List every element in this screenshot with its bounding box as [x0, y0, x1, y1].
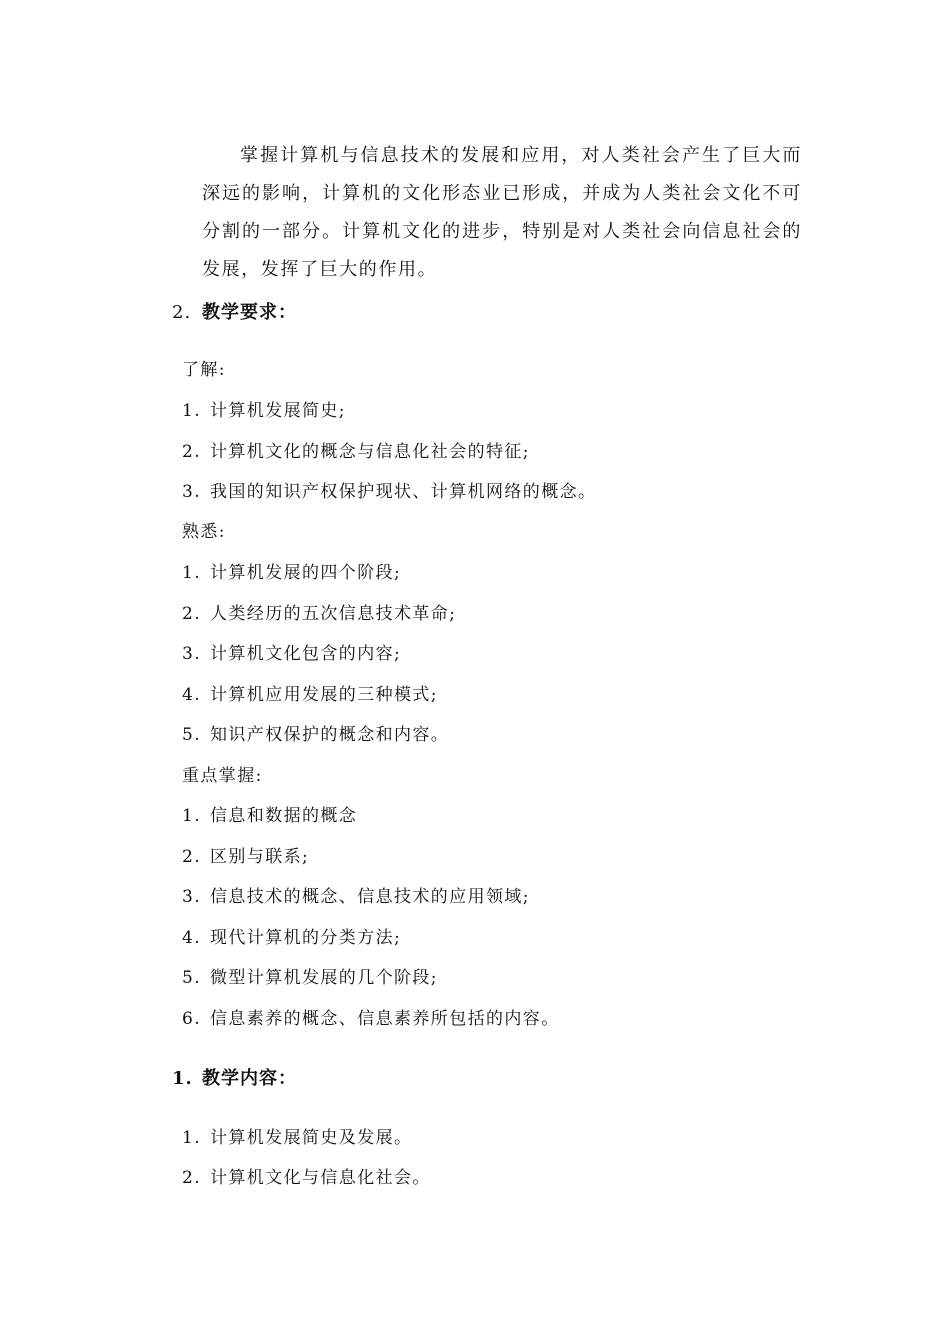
list-item: [182, 842, 309, 867]
list-item-text: 计算机文化的概念与信息化社会的特征;: [210, 442, 530, 462]
list-item-number: 2.: [182, 1168, 202, 1188]
list-item-text: 信息和数据的概念: [210, 806, 358, 826]
list-item: [182, 720, 449, 745]
list-item-text: 现代计算机的分类方法;: [210, 928, 402, 948]
section-heading-content: [172, 1064, 297, 1090]
list-item: [182, 1123, 412, 1148]
list-item: [182, 639, 401, 664]
list-item: [182, 963, 438, 988]
list-item: [182, 599, 456, 624]
section-number: 1.: [172, 1068, 193, 1089]
list-item-number: 3.: [182, 482, 202, 502]
list-item-number: 6.: [182, 1009, 202, 1029]
list-item: [182, 1004, 560, 1029]
list-item-text: 计算机发展简史;: [210, 401, 346, 421]
section-title: 教学要求：: [202, 302, 297, 323]
list-item: [182, 801, 357, 826]
list-item-text: 区别与联系;: [210, 847, 310, 867]
list-item-number: 5.: [182, 968, 202, 988]
list-item-text: 我国的知识产权保护现状、计算机网络的概念。: [210, 482, 597, 502]
section-title: 教学内容：: [202, 1068, 297, 1089]
list-item-text: 微型计算机发展的几个阶段;: [210, 968, 438, 988]
list-item-number: 1.: [182, 563, 202, 583]
subsection-label-understand: 了解:: [182, 360, 226, 380]
list-item-number: 3.: [182, 644, 202, 664]
list-item-number: 1.: [182, 806, 202, 826]
section-number: 2.: [172, 302, 192, 323]
list-item: [182, 437, 530, 462]
subsection-label-familiar: 熟悉:: [182, 522, 226, 542]
list-item-number: 4.: [182, 685, 202, 705]
list-item-number: 2.: [182, 442, 202, 462]
list-item-number: 2.: [182, 847, 202, 867]
list-item-text: 人类经历的五次信息技术革命;: [210, 604, 457, 624]
list-item-text: 信息技术的概念、信息技术的应用领域;: [210, 887, 530, 907]
intro-paragraph: 掌握计算机与信息技术的发展和应用，对人类社会产生了巨大而深远的影响，计算机的文化形态业已形成，并成为人类社会文化不可分割的一部分。计算机文化的进步，特别是对人类社会向信息社会的发展，发挥了巨大的作用。: [202, 145, 802, 280]
list-item-number: 1.: [182, 1128, 202, 1148]
subsection-label-master: 重点掌握:: [182, 766, 263, 786]
list-item-text: 计算机文化包含的内容;: [210, 644, 402, 664]
list-item-number: 3.: [182, 887, 202, 907]
list-item: [182, 477, 596, 502]
list-item-text: 知识产权保护的概念和内容。: [210, 725, 450, 745]
list-item-text: 计算机发展的四个阶段;: [210, 563, 402, 583]
list-item-text: 计算机发展简史及发展。: [210, 1128, 413, 1148]
list-item-text: 计算机文化与信息化社会。: [210, 1168, 431, 1188]
list-item: [182, 558, 401, 583]
list-item: [182, 923, 401, 948]
section-heading-requirements: [172, 298, 297, 324]
list-item: [182, 1163, 431, 1188]
list-item: [182, 680, 438, 705]
list-item-number: 2.: [182, 604, 202, 624]
list-item-number: 4.: [182, 928, 202, 948]
list-item-text: 计算机应用发展的三种模式;: [210, 685, 438, 705]
list-item-text: 信息素养的概念、信息素养所包括的内容。: [210, 1009, 560, 1029]
list-item-number: 5.: [182, 725, 202, 745]
list-item: [182, 396, 346, 421]
list-item-number: 1.: [182, 401, 202, 421]
list-item: [182, 882, 530, 907]
